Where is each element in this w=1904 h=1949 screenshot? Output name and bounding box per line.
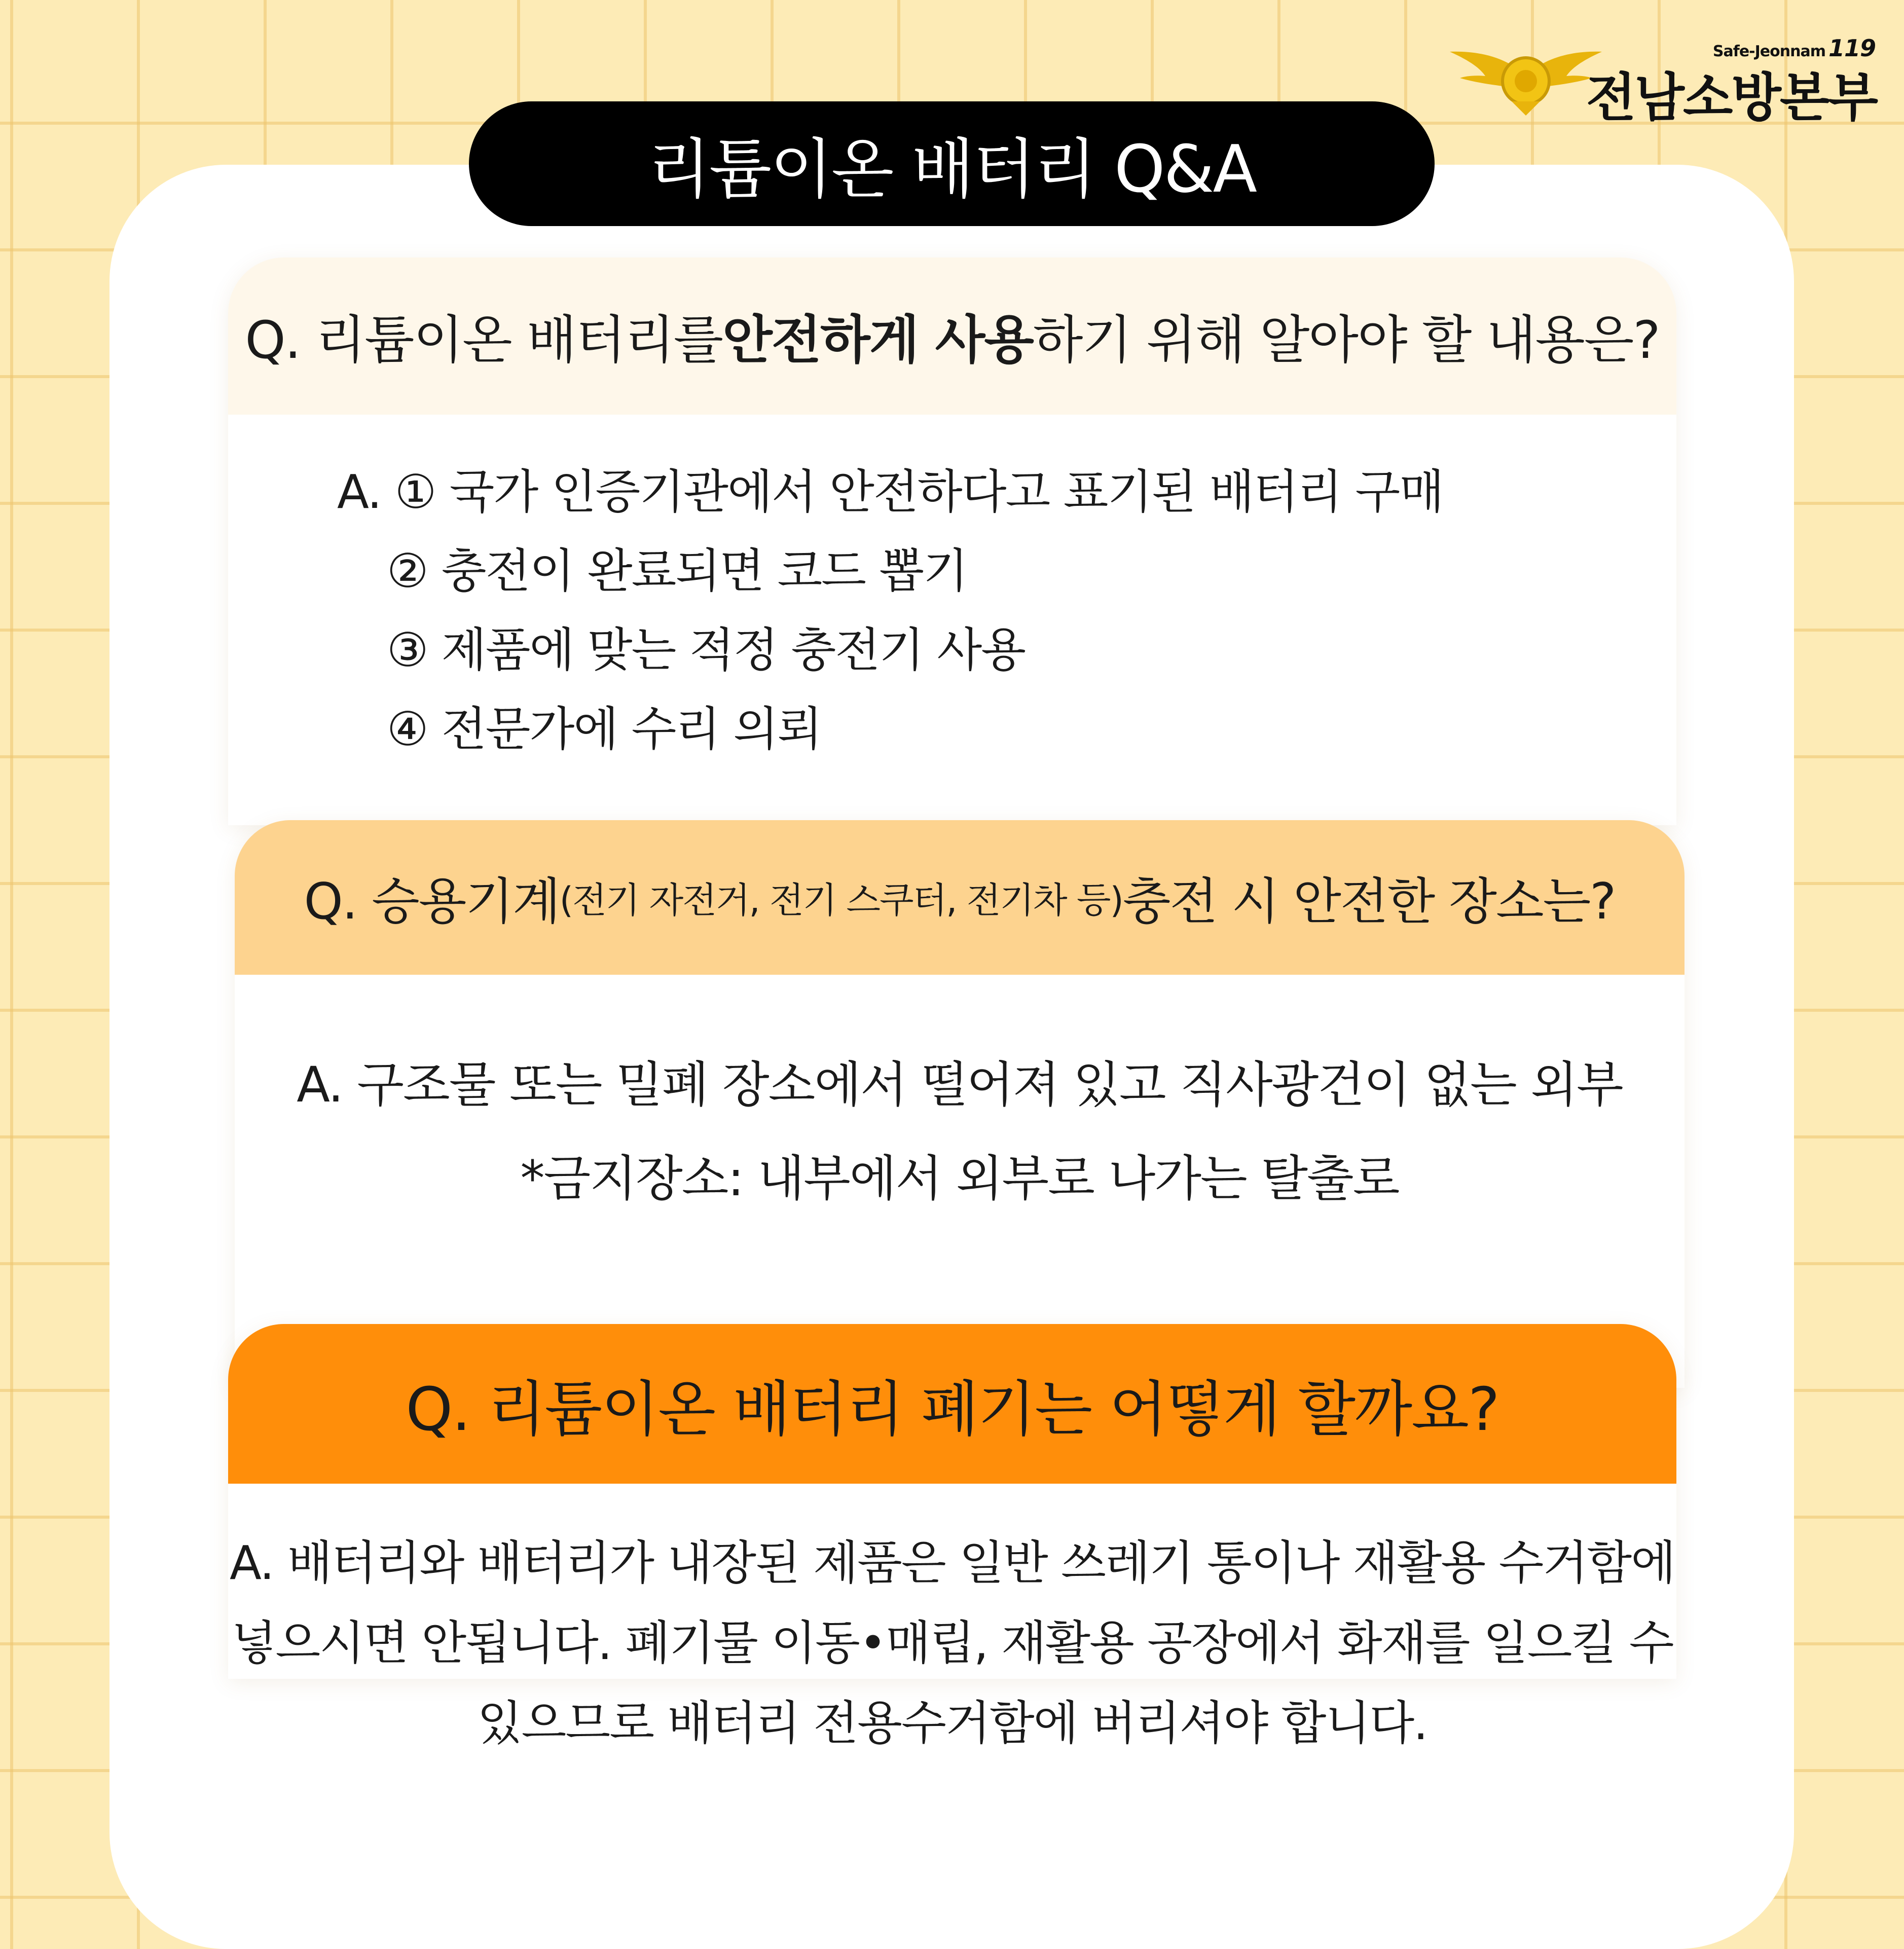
qa-card-safe-use bbox=[228, 258, 1676, 825]
logo-title: 전남소방본부 bbox=[1586, 68, 1877, 128]
answer-safe-use bbox=[337, 453, 1443, 769]
page-title: 리튬이온 배터리 Q&A bbox=[469, 101, 1435, 226]
question-safe-use: Q. 리튬이온 배터리를 안전하게 사용 하기 위해 알아야 할 내용은? bbox=[228, 258, 1676, 415]
answer-line: A. 구조물 또는 밀폐 장소에서 떨어져 있고 직사광건이 없는 외부 bbox=[297, 1056, 1623, 1113]
qa-card-charging-place bbox=[235, 820, 1685, 1388]
answer-line: A. 배터리와 배터리가 내장된 제품은 일반 쓰레기 통이나 재활용 수거함에 bbox=[229, 1536, 1675, 1590]
answer-note: *금지장소: 내부에서 외부로 나가는 탈출로 bbox=[520, 1150, 1399, 1207]
question-charging-place: Q. 승용기계 (전기 자전거, 전기 스쿠터, 전기차 등) 충전 시 안전한 장소는? bbox=[235, 820, 1685, 975]
answer-item: ③ 제품에 맞는 적정 충전기 사용 bbox=[387, 623, 1026, 677]
logo-subtitle: Safe-Jeonnam 119 bbox=[1712, 34, 1876, 62]
eagle-emblem-icon bbox=[1450, 41, 1602, 117]
jeonnam-fire-logo bbox=[1450, 30, 1886, 128]
answer-line: 있으므로 배터리 전용수거함에 버리셔야 합니다. bbox=[477, 1696, 1427, 1750]
answer-item: ④ 전문가에 수리 의뢰 bbox=[387, 702, 822, 756]
answer-item: A. ① 국가 인증기관에서 안전하다고 표기된 배터리 구매 bbox=[337, 465, 1444, 519]
answer-line: 넣으시면 안됩니다. 폐기물 이동•매립, 재활용 공장에서 화재를 일으킬 수 bbox=[231, 1616, 1673, 1670]
answer-disposal bbox=[228, 1523, 1676, 1763]
answer-charging-place bbox=[235, 1038, 1685, 1226]
answer-item: ② 충전이 완료되면 코드 뽑기 bbox=[387, 544, 968, 598]
question-disposal: Q. 리튬이온 배터리 폐기는 어떻게 할까요? bbox=[228, 1324, 1676, 1484]
